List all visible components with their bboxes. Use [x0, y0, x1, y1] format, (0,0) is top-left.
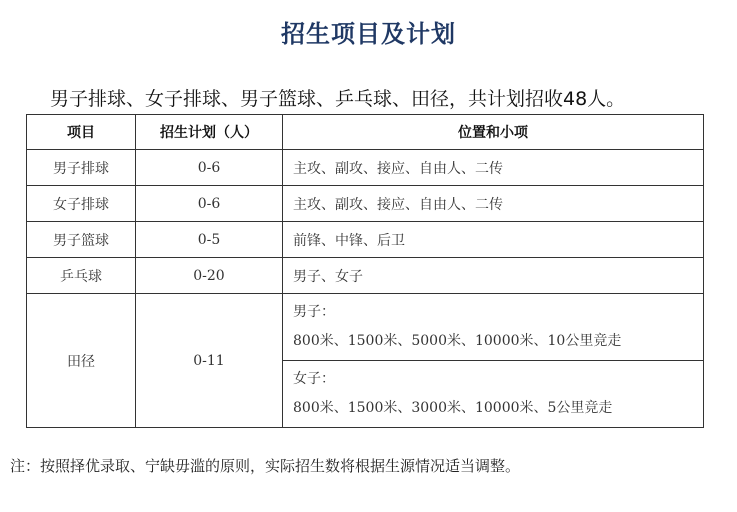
header-plan: 招生计划（人）: [136, 115, 283, 150]
footnote: 注：按照择优录取、宁缺毋滥的原则，实际招生数将根据生源情况适当调整。: [10, 457, 521, 475]
intro-text: 男子排球、女子排球、男子篮球、乒乓球、田径，共计划招收48人。: [50, 88, 626, 110]
cell-positions: 主攻、副攻、接应、自由人、二传: [283, 186, 704, 222]
cell-track-female: [283, 361, 704, 428]
cell-plan: 0-11: [136, 294, 283, 428]
cell-project: 女子排球: [27, 186, 136, 222]
track-female-events: 800米、1500米、3000米、10000米、5公里竞走: [293, 400, 613, 416]
header-project: 项目: [27, 115, 136, 150]
track-male-events: 800米、1500米、5000米、10000米、10公里竞走: [293, 333, 622, 349]
track-female-label: 女子：: [293, 371, 335, 387]
cell-track-male: [283, 294, 704, 361]
cell-project: 田径: [27, 294, 136, 428]
page-title: 招生项目及计划: [281, 20, 456, 48]
enrollment-table: [26, 114, 704, 428]
track-male-label: 男子：: [293, 304, 335, 320]
cell-positions: 前锋、中锋、后卫: [283, 222, 704, 258]
table-row: [27, 222, 704, 258]
table-row: [27, 186, 704, 222]
cell-positions: 主攻、副攻、接应、自由人、二传: [283, 150, 704, 186]
cell-plan: 0-5: [136, 222, 283, 258]
cell-plan: 0-20: [136, 258, 283, 294]
header-positions: 位置和小项: [283, 115, 704, 150]
table-row-track-male: [27, 294, 704, 361]
table-row: [27, 258, 704, 294]
cell-project: 乒乓球: [27, 258, 136, 294]
cell-project: 男子排球: [27, 150, 136, 186]
cell-plan: 0-6: [136, 150, 283, 186]
table-header-row: [27, 115, 704, 150]
cell-plan: 0-6: [136, 186, 283, 222]
table-row: [27, 150, 704, 186]
cell-project: 男子篮球: [27, 222, 136, 258]
cell-positions: 男子、女子: [283, 258, 704, 294]
